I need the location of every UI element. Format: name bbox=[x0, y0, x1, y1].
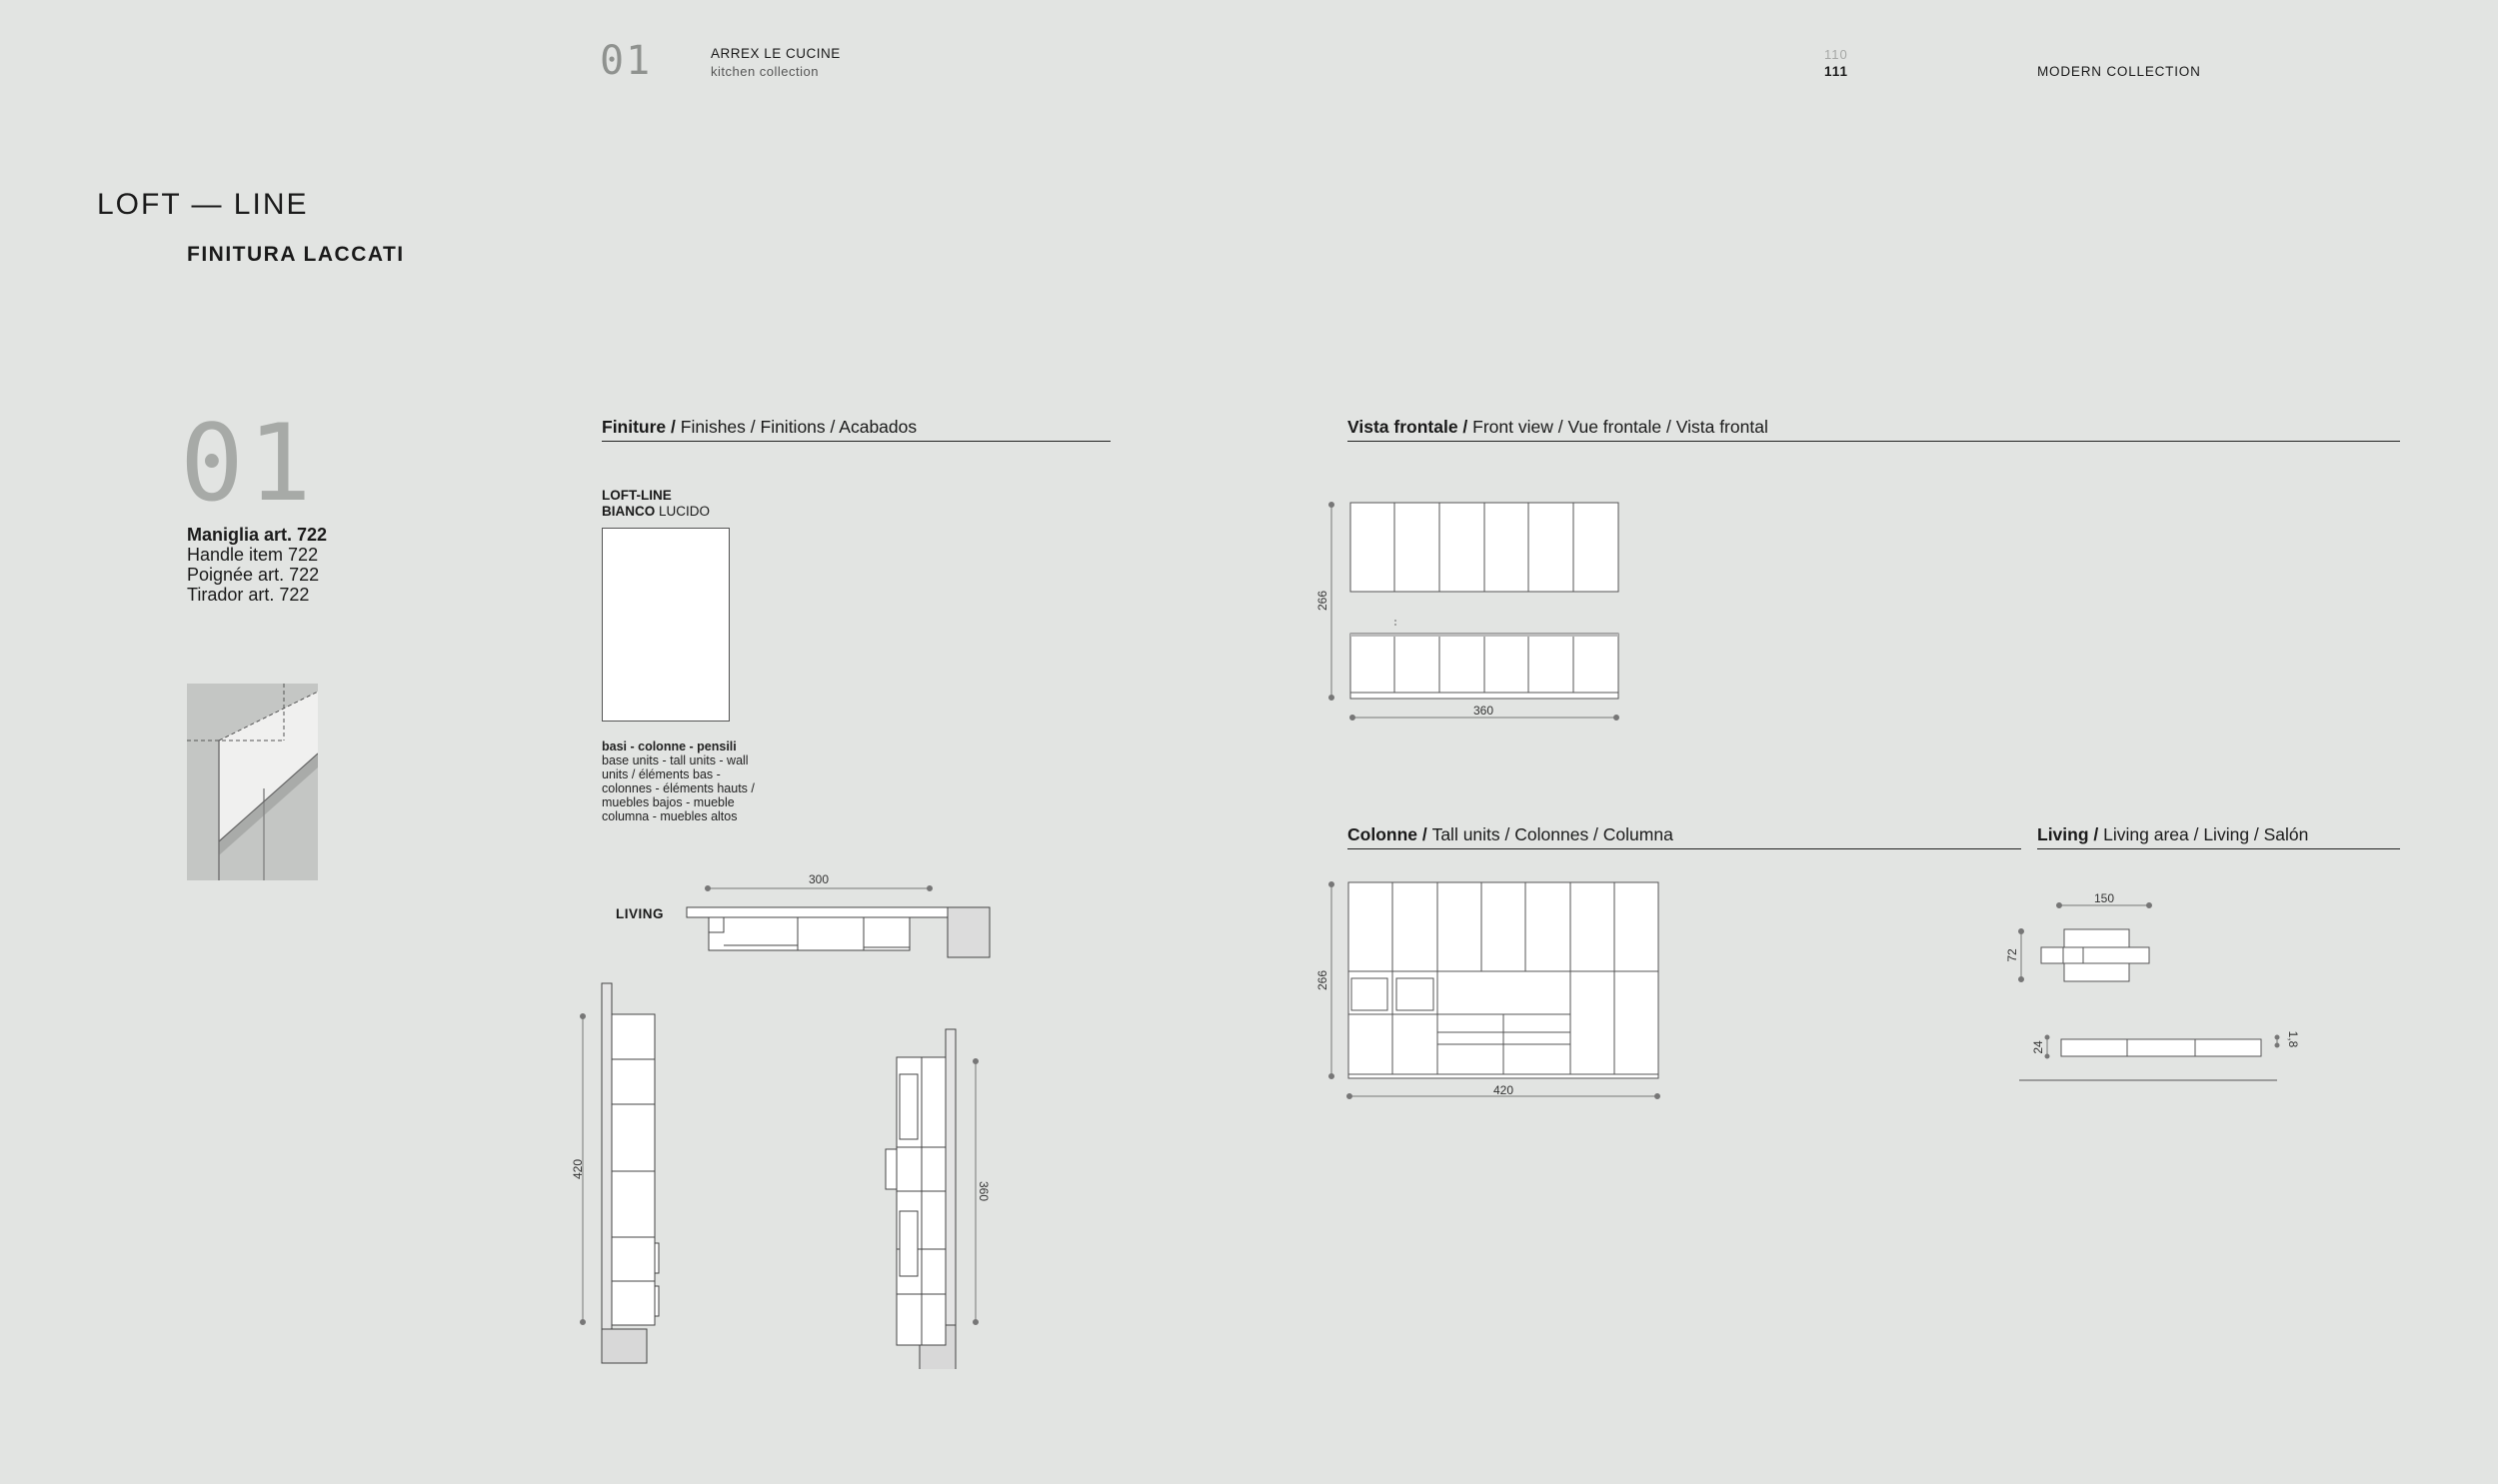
living-plan-drawing bbox=[680, 871, 1000, 961]
finishes-heading bbox=[602, 417, 917, 438]
front-view-rule bbox=[1347, 441, 2400, 442]
units-title: basi - colonne - pensili bbox=[602, 740, 737, 753]
living-heading-bold: Living / bbox=[2037, 824, 2104, 844]
living-top-height: 72 bbox=[2005, 948, 2019, 962]
tall-units-height: 266 bbox=[1315, 969, 1329, 991]
living-bottom-height: 24 bbox=[2031, 1040, 2045, 1054]
chapter-number: 01 bbox=[600, 38, 653, 84]
tall-units-heading bbox=[1347, 824, 1673, 845]
page-number-current: 111 bbox=[1824, 64, 1849, 79]
tall-wall-plan-right bbox=[880, 1019, 1000, 1369]
model-number: 01 bbox=[180, 402, 316, 525]
collection-label: MODERN COLLECTION bbox=[2037, 64, 2201, 79]
tall-units-width: 420 bbox=[1492, 1083, 1514, 1097]
living-heading bbox=[2037, 824, 2308, 845]
handle-description bbox=[187, 525, 327, 605]
living-area-drawing bbox=[1999, 889, 2319, 1089]
front-view-height: 266 bbox=[1315, 590, 1329, 612]
handle-es: Tirador art. 722 bbox=[187, 585, 310, 605]
living-heading-rest: Living area / Living / Salón bbox=[2103, 824, 2309, 844]
swatch-color-bold: BIANCO bbox=[602, 504, 656, 519]
page-subtitle: FINITURA LACCATI bbox=[187, 243, 405, 266]
front-view-heading bbox=[1347, 417, 1768, 438]
tall-units-drawing bbox=[1309, 879, 1669, 1104]
front-view-heading-bold: Vista frontale / bbox=[1347, 417, 1473, 437]
finishes-rule bbox=[602, 441, 1111, 442]
front-view-heading-rest: Front view / Vue frontale / Vista frontal bbox=[1472, 417, 1768, 437]
living-plan-width: 300 bbox=[808, 872, 830, 886]
right-plan-length: 360 bbox=[977, 1180, 991, 1202]
tall-units-rule bbox=[1347, 848, 2021, 849]
tall-units-heading-rest: Tall units / Colonnes / Columna bbox=[1431, 824, 1673, 844]
handle-en: Handle item 722 bbox=[187, 545, 319, 565]
living-plan-label: LIVING bbox=[616, 906, 665, 921]
swatch-color-rest: LUCIDO bbox=[655, 504, 711, 519]
handle-detail-illustration bbox=[187, 684, 318, 880]
swatch-label bbox=[602, 488, 710, 520]
living-rule bbox=[2037, 848, 2400, 849]
page-title: LOFT — LINE bbox=[97, 188, 309, 221]
tall-wall-plan-left bbox=[570, 979, 680, 1369]
units-description bbox=[602, 740, 772, 823]
front-view-width: 360 bbox=[1472, 704, 1494, 718]
units-text: base units - tall units - wall units / éléments bas - colonnes - éléments hauts / muebles bajos - mueble columna - muebles altos bbox=[602, 753, 755, 823]
brand-subtitle: kitchen collection bbox=[711, 64, 819, 79]
handle-fr: Poignée art. 722 bbox=[187, 565, 320, 585]
left-plan-length: 420 bbox=[571, 1158, 585, 1180]
brand-name: ARREX LE CUCINE bbox=[711, 46, 841, 61]
finish-swatch bbox=[602, 528, 730, 722]
living-top-width: 150 bbox=[2093, 891, 2115, 905]
finishes-heading-rest: Finishes / Finitions / Acabados bbox=[680, 417, 918, 437]
handle-title: Maniglia art. 722 bbox=[187, 525, 328, 545]
finishes-heading-bold: Finiture / bbox=[602, 417, 681, 437]
swatch-name: LOFT-LINE bbox=[602, 488, 672, 503]
tall-units-heading-bold: Colonne / bbox=[1347, 824, 1432, 844]
living-bottom-depth: 1,8 bbox=[2286, 1030, 2300, 1048]
page-number-previous: 110 bbox=[1824, 47, 1848, 62]
front-view-drawing bbox=[1309, 495, 1629, 730]
